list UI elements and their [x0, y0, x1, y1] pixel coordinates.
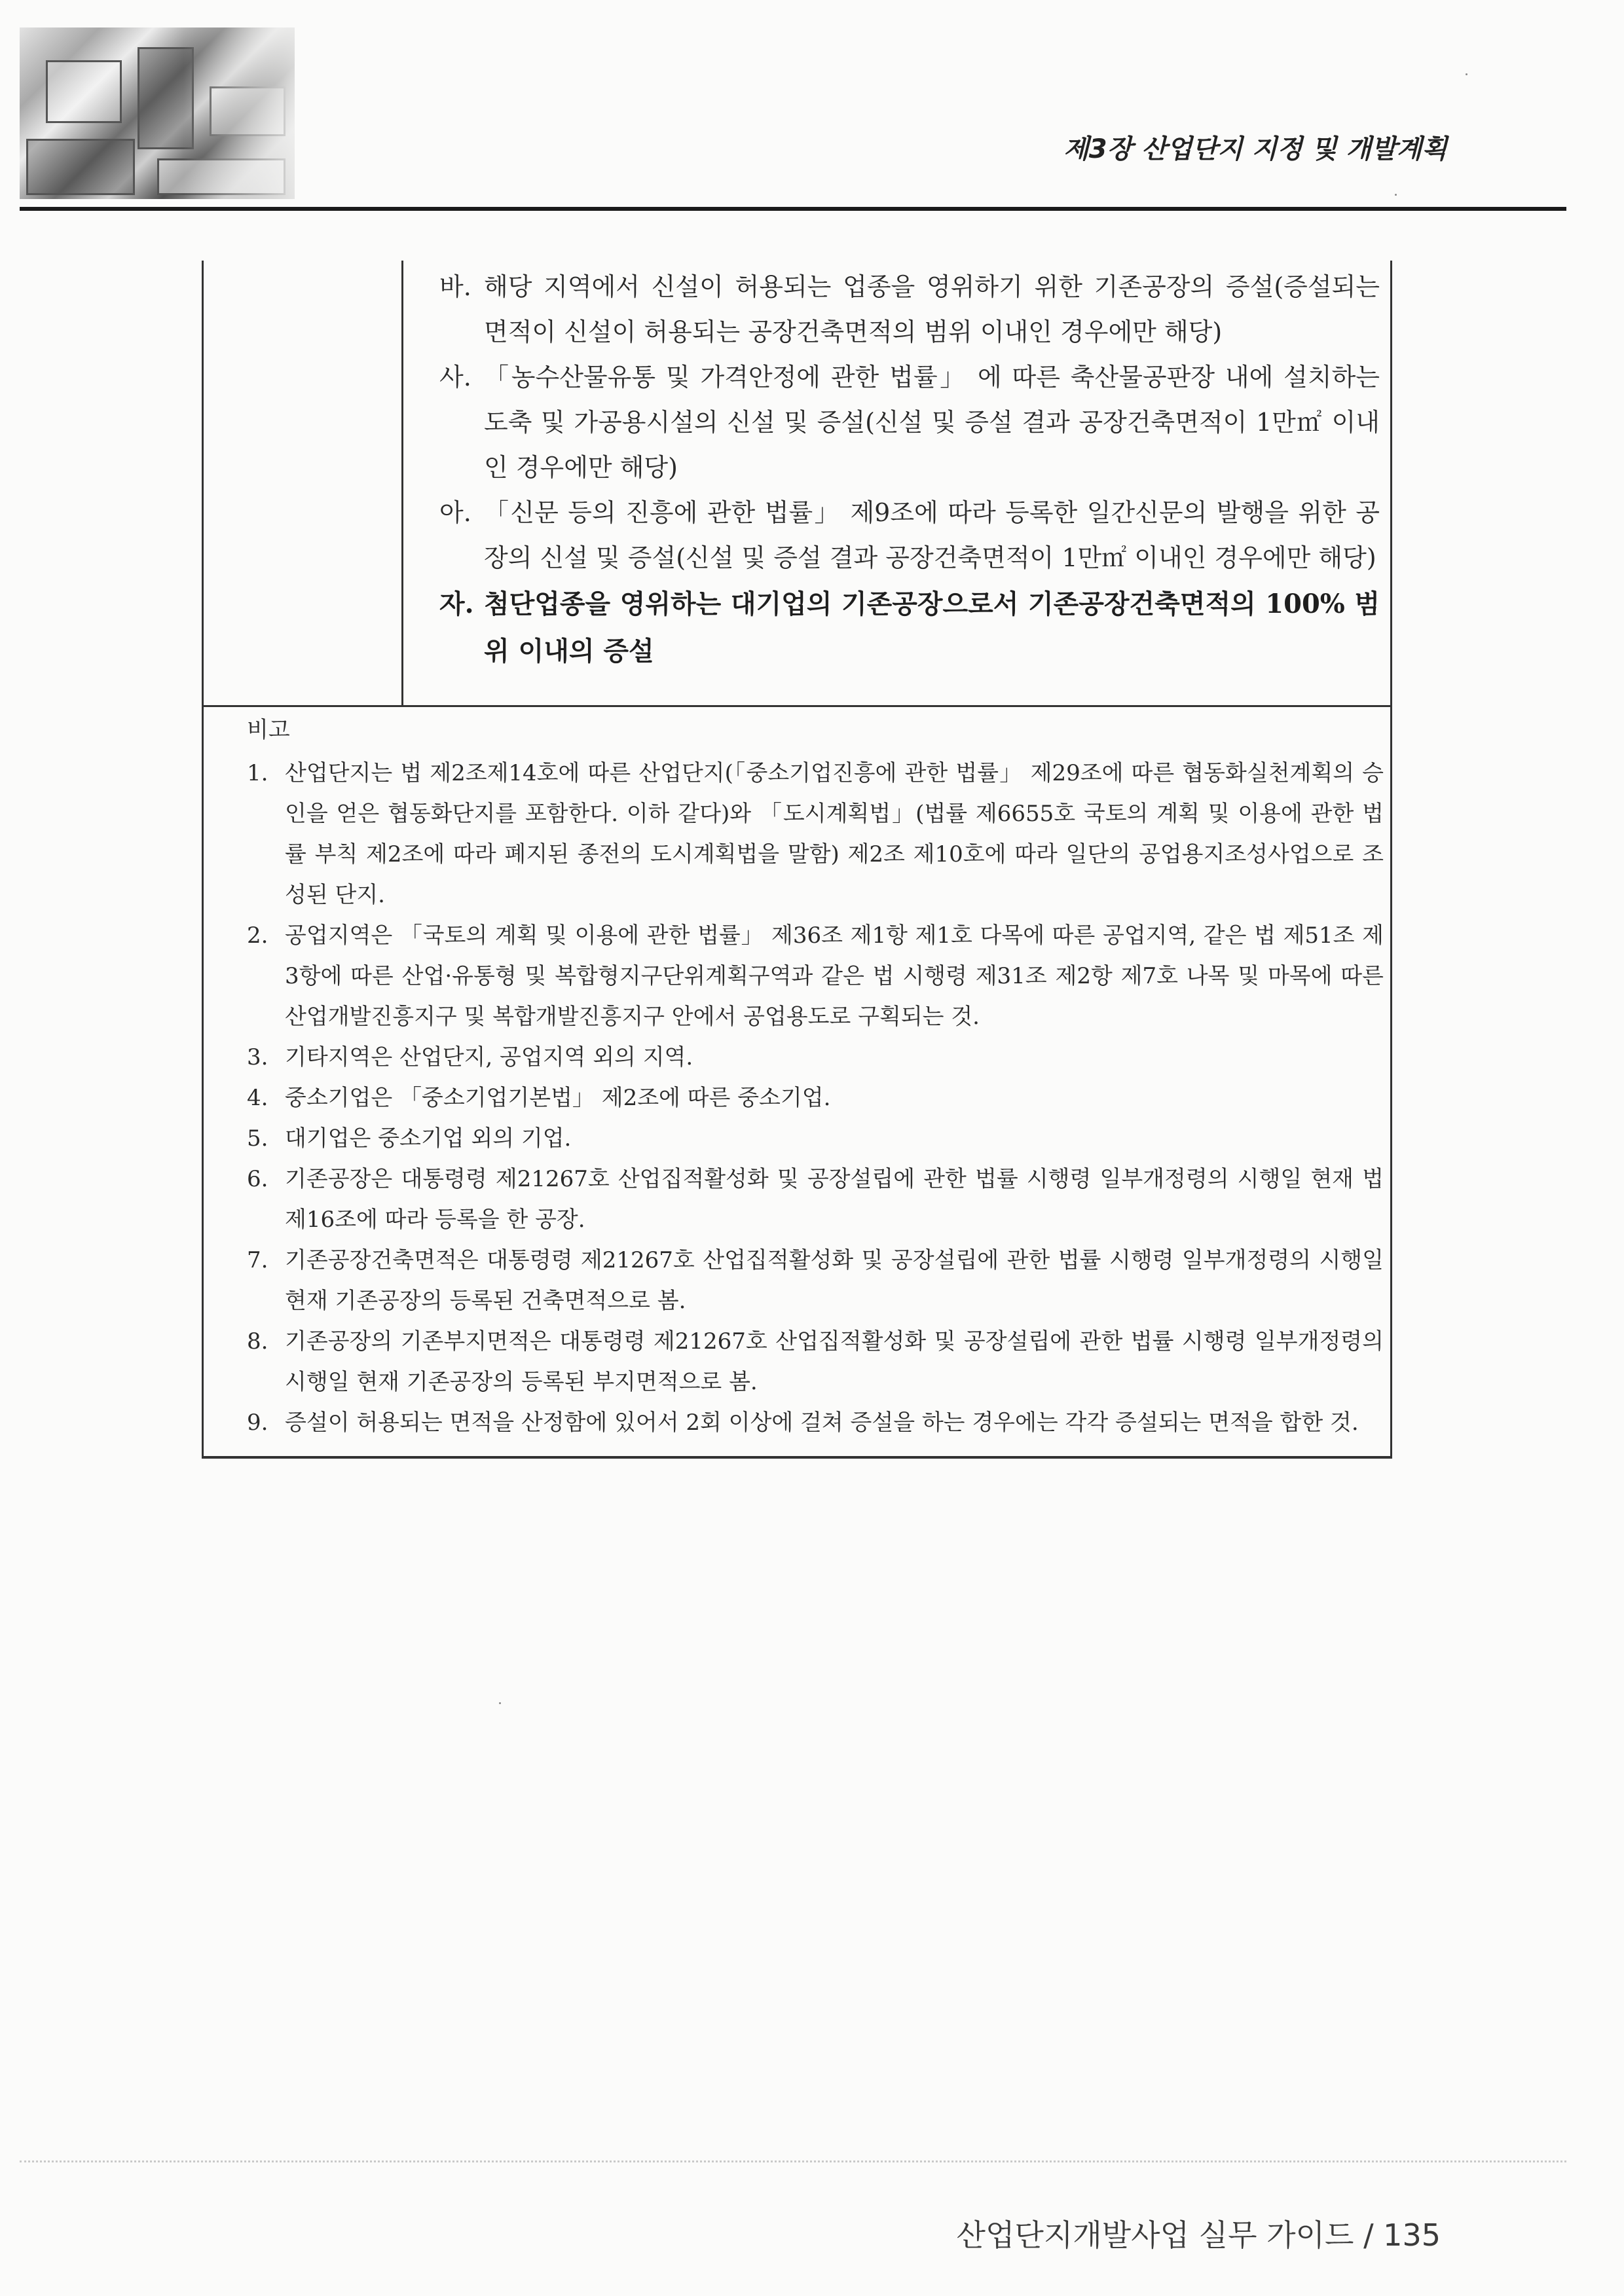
remark-item — [247, 1078, 1384, 1118]
item-list — [439, 264, 1380, 675]
item-text: 「농수산물유통 및 가격안정에 관한 법률」 에 따른 축산물공판장 내에 설치하는 도축 및 가공용시설의 신설 및 증설(신설 및 증설 결과 공장건축면적이 1만㎡ 이내인 경우에만 해당) — [484, 363, 1380, 482]
remark-item — [247, 1159, 1384, 1240]
remark-text: 대기업은 중소기업 외의 기업. — [285, 1125, 572, 1152]
footer-rule — [20, 2160, 1566, 2162]
remark-item — [247, 915, 1384, 1037]
list-item — [439, 490, 1380, 581]
remark-item — [247, 1321, 1384, 1402]
list-item-highlighted — [439, 581, 1380, 675]
item-text: 「신문 등의 진흥에 관한 법률」 제9조에 따라 등록한 일간신문의 발행을 위한 공장의 신설 및 증설(신설 및 증설 결과 공장건축면적이 1만㎡ 이내인 경우에만 해당) — [484, 498, 1380, 572]
scan-speck — [1466, 73, 1467, 75]
remark-item — [247, 1402, 1384, 1443]
remark-number: 1. — [247, 760, 268, 786]
remark-text: 증설이 허용되는 면적을 산정함에 있어서 2회 이상에 걸쳐 증설을 하는 경우에는 각각 증설되는 면적을 합한 것. — [285, 1410, 1359, 1436]
remark-number: 8. — [247, 1328, 268, 1355]
scan-speck — [499, 1702, 501, 1704]
remark-text: 공업지역은 「국토의 계획 및 이용에 관한 법률」 제36조 제1항 제1호 다목에 따른 공업지역, 같은 법 제51조 제3항에 따른 산업·유통형 및 복합형지구단위계획구역과 같은 법 시행령 제31조 제2항 제7호 나목 및 마목에 따른 산업개발진흥지구 및 복합개발진흥지구 안에서 공업용도로 구획되는 것. — [285, 922, 1384, 1030]
remark-item — [247, 1118, 1384, 1159]
column-divider — [401, 261, 403, 705]
header-rule — [20, 207, 1566, 211]
item-mark: 자. — [439, 589, 474, 619]
remark-text: 기존공장의 기존부지면적은 대통령령 제21267호 산업집적활성화 및 공장설립에 관한 법률 시행령 일부개정령의 시행일 현재 기존공장의 등록된 부지면적으로 봄. — [285, 1328, 1384, 1395]
remark-number: 2. — [247, 922, 268, 949]
remark-number: 6. — [247, 1166, 268, 1192]
remark-text: 기타지역은 산업단지, 공업지역 외의 지역. — [285, 1044, 693, 1070]
remark-number: 4. — [247, 1085, 268, 1111]
header-photo — [20, 27, 295, 199]
list-item — [439, 264, 1380, 355]
item-mark: 바. — [439, 272, 471, 301]
table-upper-section — [204, 261, 1390, 707]
item-text: 해당 지역에서 신설이 허용되는 업종을 영위하기 위한 기존공장의 증설(증설되는 면적이 신설이 허용되는 공장건축면적의 범위 이내인 경우에만 해당) — [484, 272, 1380, 346]
remark-item — [247, 1037, 1384, 1078]
remark-item — [247, 1240, 1384, 1321]
chapter-title: 제3장 산업단지 지정 및 개발계획 — [1063, 134, 1447, 164]
remarks-title: 비고 — [247, 717, 290, 743]
remark-text: 기존공장은 대통령령 제21267호 산업집적활성화 및 공장설립에 관한 법률 시행령 일부개정령의 시행일 현재 법 제16조에 따라 등록을 한 공장. — [285, 1166, 1384, 1233]
scan-speck — [1395, 194, 1397, 196]
item-mark: 아. — [439, 498, 471, 527]
remark-number: 9. — [247, 1410, 268, 1436]
remark-text: 산업단지는 법 제2조제14호에 따른 산업단지(「중소기업진흥에 관한 법률」 제29조에 따른 협동화실천계획의 승인을 얻은 협동화단지를 포함한다. 이하 같다)와 「도시계획법」(법률 제6655호 국토의 계획 및 이용에 관한 법률 부칙 제2조에 따라 폐지된 종전의 도시계획법을 말함) 제2조 제10호에 따라 일단의 공업용지조성사업으로 조성된 단지. — [285, 760, 1384, 908]
remark-number: 5. — [247, 1125, 268, 1152]
remark-text: 중소기업은 「중소기업기본법」 제2조에 따른 중소기업. — [285, 1085, 831, 1111]
remark-number: 7. — [247, 1247, 268, 1273]
law-table — [202, 261, 1392, 1459]
footer-page-label: 산업단지개발사업 실무 가이드 / 135 — [956, 2217, 1441, 2253]
item-mark: 사. — [439, 363, 471, 392]
remark-number: 3. — [247, 1044, 268, 1070]
list-item — [439, 355, 1380, 490]
remark-item — [247, 753, 1384, 915]
item-text: 첨단업종을 영위하는 대기업의 기존공장으로서 기존공장건축면적의 100% 범위 이내의 증설 — [484, 589, 1380, 666]
remarks-section — [247, 710, 1384, 1443]
remark-text: 기존공장건축면적은 대통령령 제21267호 산업집적활성화 및 공장설립에 관한 법률 시행령 일부개정령의 시행일 현재 기존공장의 등록된 건축면적으로 봄. — [285, 1247, 1384, 1314]
